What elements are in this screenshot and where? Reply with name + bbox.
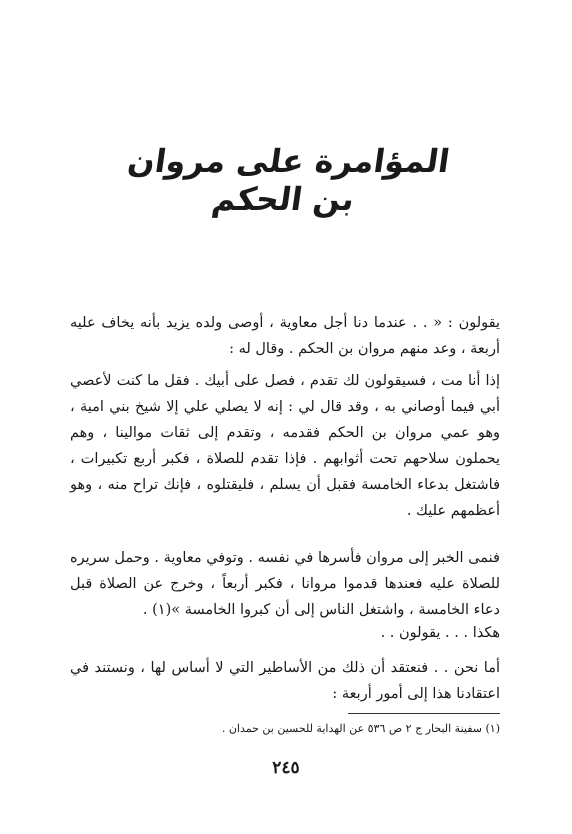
paragraph-1: يقولون : « . . عندما دنا أجل معاوية ، أوصى ولده يزيد بأنه يخاف عليه أربعة ، وعد منهم مروان بن الحكم . وقال له : — [70, 315, 500, 357]
paragraph-2: إذا أنا مت ، فسيقولون لك تقدم ، فصل على أبيك . فقل ما كنت لأعصي أبي فيما أوصاني به ، وقد قال لي : إنه لا يصلي علي إلا شيخ بني امية ، وهو عمي مروان بن الحكم فقدمه ، وتقدم إلى ثقات موالينا ، وهم يحملون سلاحهم تحت أثوابهم . فإذا تقدم للصلاة ، فكبر أربع تكبيرات ، فاشتغل بدعاء الخامسة فقبل أن يسلم ، فليقتلوه ، فإنك تراح منه ، وهو أعظمهم عليك . — [70, 373, 500, 519]
paragraph-3: فنمى الخبر إلى مروان فأسرها في نفسه . وتوفي معاوية . وحمل سريره للصلاة عليه فعندها قدموا مروانا ، فكبر أربعاً ، وخرج عن الصلاة قبل دعاء الخامسة ، واشتغل الناس إلى أن كبروا الخامسة »(١) . — [70, 550, 500, 618]
page-number: ٢٤٥ — [272, 758, 300, 778]
paragraph-4: هكذا . . . يقولون . . — [380, 625, 500, 641]
paragraph-5: أما نحن . . فنعتقد أن ذلك من الأساطير التي لا أساس لها ، ونستند في اعتقادنا هذا إلى أمور أربعة : — [70, 660, 500, 702]
footnote-divider — [348, 713, 500, 714]
chapter-title: المؤامرة على مروان بن الحكم — [125, 142, 453, 218]
footnote: (١) سفينة البحار ج ٢ ص ٥٣٦ عن الهداية للحسين بن حمدان . — [221, 722, 500, 735]
